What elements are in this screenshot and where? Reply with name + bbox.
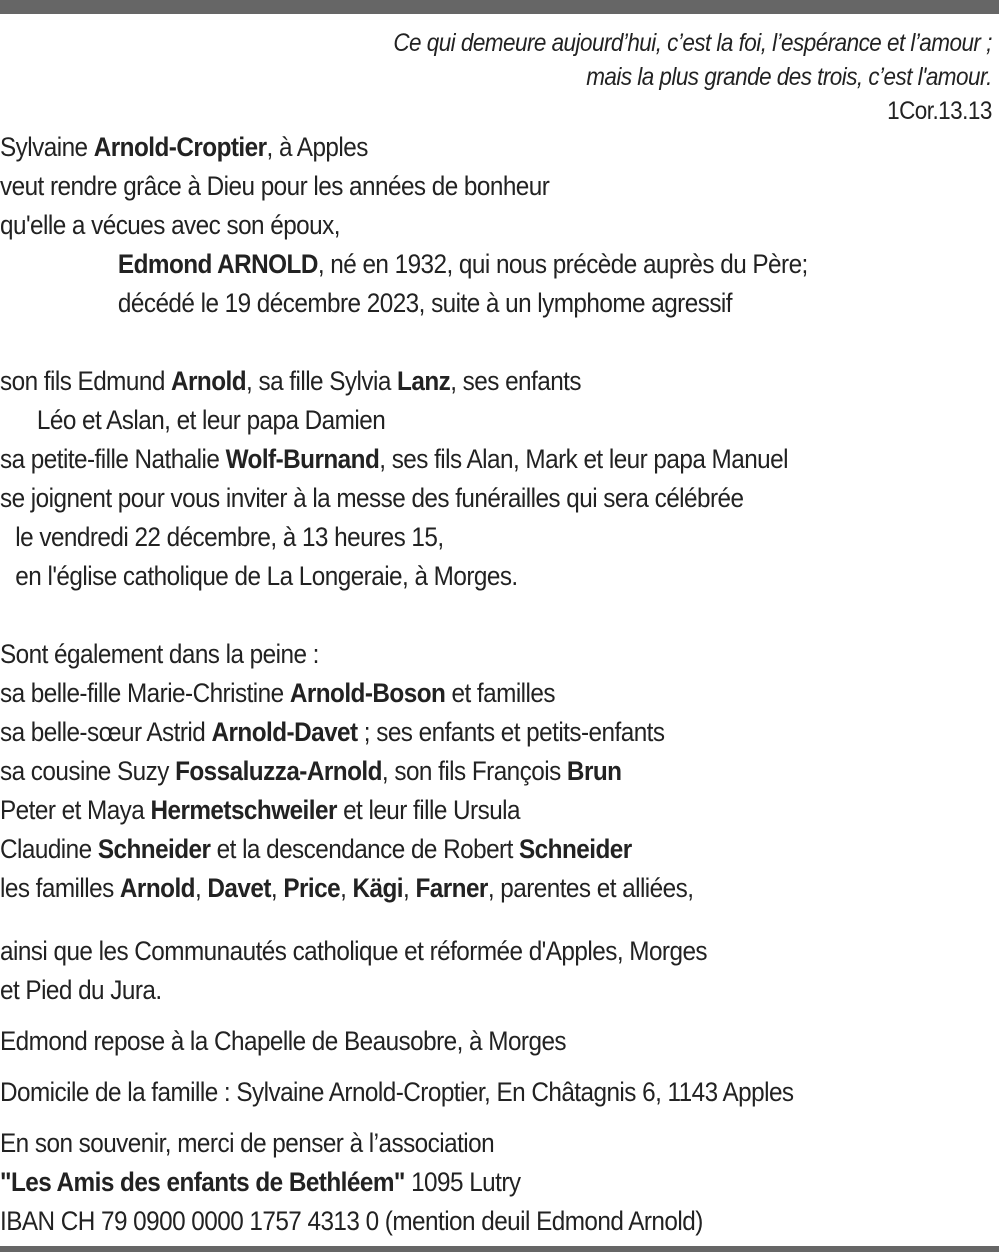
family-line-2: Léo et Aslan, et leur papa Damien bbox=[36, 405, 386, 435]
mourner-line: les familles Arnold, Davet, Price, Kägi, Farner, parentes et alliées, bbox=[0, 873, 694, 903]
association-name: "Les Amis des enfants de Bethléem" bbox=[0, 1167, 405, 1197]
intro-line-1: Sylvaine Arnold-Croptier, à Apples bbox=[0, 132, 368, 162]
communities-line-1: ainsi que les Communautés catholique et réformée d'Apples, Morges bbox=[0, 936, 708, 966]
communities-section bbox=[0, 932, 999, 1010]
deceased-name: Edmond ARNOLD bbox=[117, 249, 318, 279]
mourner-line: sa belle-fille Marie-Christine Arnold-Boson et familles bbox=[0, 678, 555, 708]
spacer bbox=[0, 1010, 999, 1022]
spacer bbox=[0, 1112, 999, 1124]
mourner-line: Peter et Maya Hermetschweiler et leur fille Ursula bbox=[0, 795, 521, 825]
donation-line-1: En son souvenir, merci de penser à l’association bbox=[0, 1128, 495, 1158]
funeral-location: en l'église catholique de La Longeraie, à Morges. bbox=[15, 561, 518, 591]
spacer bbox=[0, 323, 999, 362]
mourner-line: Claudine Schneider et la descendance de Robert Schneider bbox=[0, 834, 632, 864]
mourner-line: sa cousine Suzy Fossaluzza-Arnold, son fils François Brun bbox=[0, 756, 622, 786]
family-line-3: sa petite-fille Nathalie Wolf-Burnand, ses fils Alan, Mark et leur papa Manuel bbox=[0, 444, 788, 474]
epigraph bbox=[0, 26, 999, 128]
epigraph-line-2: mais la plus grande des trois, c’est l'amour. bbox=[586, 63, 992, 91]
intro-line-2: veut rendre grâce à Dieu pour les années de bonheur bbox=[0, 171, 550, 201]
death-date-line: décédé le 19 décembre 2023, suite à un lymphome agressif bbox=[117, 288, 733, 318]
mourners-heading: Sont également dans la peine : bbox=[0, 639, 319, 669]
communities-line-2: et Pied du Jura. bbox=[0, 975, 162, 1005]
intro-line-3: qu'elle a vécues avec son époux, bbox=[0, 210, 340, 240]
domicile-line: Domicile de la famille : Sylvaine Arnold-Croptier, En Châtagnis 6, 1143 Apples bbox=[0, 1077, 794, 1107]
epigraph-line-1: Ce qui demeure aujourd’hui, c’est la foi, l’espérance et l’amour ; bbox=[393, 29, 992, 57]
mourners-section bbox=[0, 635, 999, 908]
donation-section bbox=[0, 1124, 999, 1241]
bottom-border-bar bbox=[0, 1246, 999, 1252]
funeral-date: le vendredi 22 décembre, à 13 heures 15, bbox=[15, 522, 444, 552]
mourner-line: sa belle-sœur Astrid Arnold-Davet ; ses enfants et petits-enfants bbox=[0, 717, 665, 747]
spacer bbox=[0, 1061, 999, 1073]
family-line-1: son fils Edmund Arnold, sa fille Sylvia Lanz, ses enfants bbox=[0, 366, 582, 396]
death-notice bbox=[0, 26, 992, 1241]
spacer bbox=[0, 908, 999, 932]
association-line: "Les Amis des enfants de Bethléem" 1095 Lutry bbox=[0, 1167, 521, 1197]
repose-line: Edmond repose à la Chapelle de Beausobre, à Morges bbox=[0, 1026, 567, 1056]
top-border-bar bbox=[0, 0, 999, 14]
family-line-4: se joignent pour vous inviter à la messe des funérailles qui sera célébrée bbox=[0, 483, 744, 513]
name-bold: Arnold-Croptier bbox=[93, 132, 267, 162]
epigraph-reference: 1Cor.13.13 bbox=[887, 97, 992, 125]
iban-line: IBAN CH 79 0900 0000 1757 4313 0 (mention deuil Edmond Arnold) bbox=[0, 1206, 703, 1236]
intro-section bbox=[0, 128, 999, 323]
deceased-line: Edmond ARNOLD, né en 1932, qui nous précède auprès du Père; bbox=[117, 249, 808, 279]
spacer bbox=[0, 596, 999, 635]
family-section bbox=[0, 362, 999, 596]
